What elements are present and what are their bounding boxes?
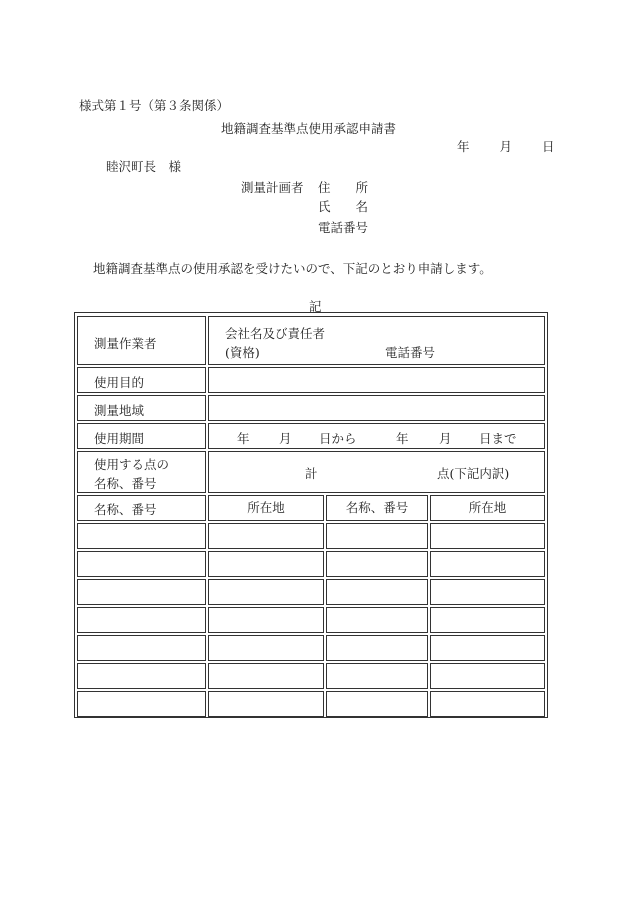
point-name-cell[interactable] — [326, 663, 428, 689]
col-header-location-1 — [208, 495, 324, 521]
point-location-cell[interactable] — [430, 635, 545, 661]
point-name-cell[interactable] — [326, 607, 428, 633]
points-value-cell[interactable] — [208, 451, 545, 493]
company-value-cell[interactable] — [208, 316, 545, 365]
col-header-name-2 — [326, 495, 428, 521]
applicant-role: 測量計画者 — [241, 180, 304, 195]
point-location-cell[interactable] — [208, 523, 324, 549]
date-month-label: 月 — [499, 139, 513, 154]
purpose-label-cell — [77, 367, 206, 393]
point-location-cell[interactable] — [208, 579, 324, 605]
company-qualification-label: (資格) — [225, 345, 260, 360]
applicant-address-label: 住 所 — [318, 180, 369, 195]
point-name-cell[interactable] — [326, 579, 428, 605]
addressee: 睦沢町長 様 — [106, 159, 182, 174]
period-from-year: 年 — [237, 431, 250, 446]
point-location-cell[interactable] — [430, 579, 545, 605]
period-to-day: 日まで — [479, 431, 517, 446]
point-name-cell[interactable] — [326, 523, 428, 549]
point-name-cell[interactable] — [77, 523, 206, 549]
applicant-phone-label: 電話番号 — [318, 220, 369, 235]
period-to-month: 月 — [439, 431, 452, 446]
area-value-cell[interactable] — [208, 395, 545, 421]
applicant-name-label: 氏 名 — [318, 199, 369, 214]
period-label-cell — [77, 423, 206, 449]
point-name-cell[interactable] — [77, 635, 206, 661]
points-label-line1: 使用する点の — [94, 457, 170, 472]
point-name-cell[interactable] — [77, 691, 206, 717]
point-name-cell[interactable] — [77, 663, 206, 689]
company-phone-label: 電話番号 — [385, 345, 436, 360]
points-total-label: 計 — [305, 466, 318, 481]
point-location-cell[interactable] — [208, 607, 324, 633]
company-name-label: 会社名及び責任者 — [225, 326, 326, 341]
purpose-value-cell[interactable] — [208, 367, 545, 393]
col-header-name-1 — [77, 495, 206, 521]
date-line — [457, 137, 555, 155]
point-location-cell[interactable] — [208, 635, 324, 661]
period-from-month: 月 — [279, 431, 292, 446]
point-name-cell[interactable] — [77, 551, 206, 577]
form-id: 様式第１号（第３条関係） — [79, 98, 230, 113]
col-name-1-label: 名称、番号 — [94, 502, 157, 517]
company-label: 測量作業者 — [94, 336, 157, 351]
points-breakdown-label: 点(下記内訳) — [437, 466, 510, 481]
points-label-cell — [77, 451, 206, 493]
area-label-cell — [77, 395, 206, 421]
point-location-cell[interactable] — [430, 691, 545, 717]
point-name-cell[interactable] — [77, 579, 206, 605]
col-header-location-2 — [430, 495, 545, 521]
document-title: 地籍調査基準点使用承認申請書 — [221, 121, 397, 136]
application-table — [74, 312, 548, 718]
ki-heading: 記 — [309, 299, 322, 314]
point-location-cell[interactable] — [208, 691, 324, 717]
point-name-cell[interactable] — [326, 551, 428, 577]
point-location-cell[interactable] — [430, 523, 545, 549]
period-value-cell[interactable] — [208, 423, 545, 449]
point-location-cell[interactable] — [208, 663, 324, 689]
area-label: 測量地域 — [94, 403, 145, 418]
period-to-year: 年 — [396, 431, 409, 446]
date-day-label: 日 — [542, 139, 555, 154]
point-location-cell[interactable] — [430, 663, 545, 689]
point-location-cell[interactable] — [208, 551, 324, 577]
period-from-day: 日から — [319, 431, 357, 446]
purpose-label: 使用目的 — [94, 375, 145, 390]
point-location-cell[interactable] — [430, 551, 545, 577]
points-label-line2: 名称、番号 — [94, 476, 157, 491]
application-statement: 地籍調査基準点の使用承認を受けたいので、下記のとおり申請します。 — [93, 261, 492, 276]
col-location-2-label: 所在地 — [468, 500, 507, 515]
company-label-cell — [77, 316, 206, 365]
date-year-label: 年 — [457, 139, 470, 154]
col-name-2-label: 名称、番号 — [345, 500, 409, 515]
col-location-1-label: 所在地 — [247, 500, 285, 515]
point-name-cell[interactable] — [77, 607, 206, 633]
period-label: 使用期間 — [94, 431, 145, 446]
point-name-cell[interactable] — [326, 635, 428, 661]
point-name-cell[interactable] — [326, 691, 428, 717]
point-location-cell[interactable] — [430, 607, 545, 633]
